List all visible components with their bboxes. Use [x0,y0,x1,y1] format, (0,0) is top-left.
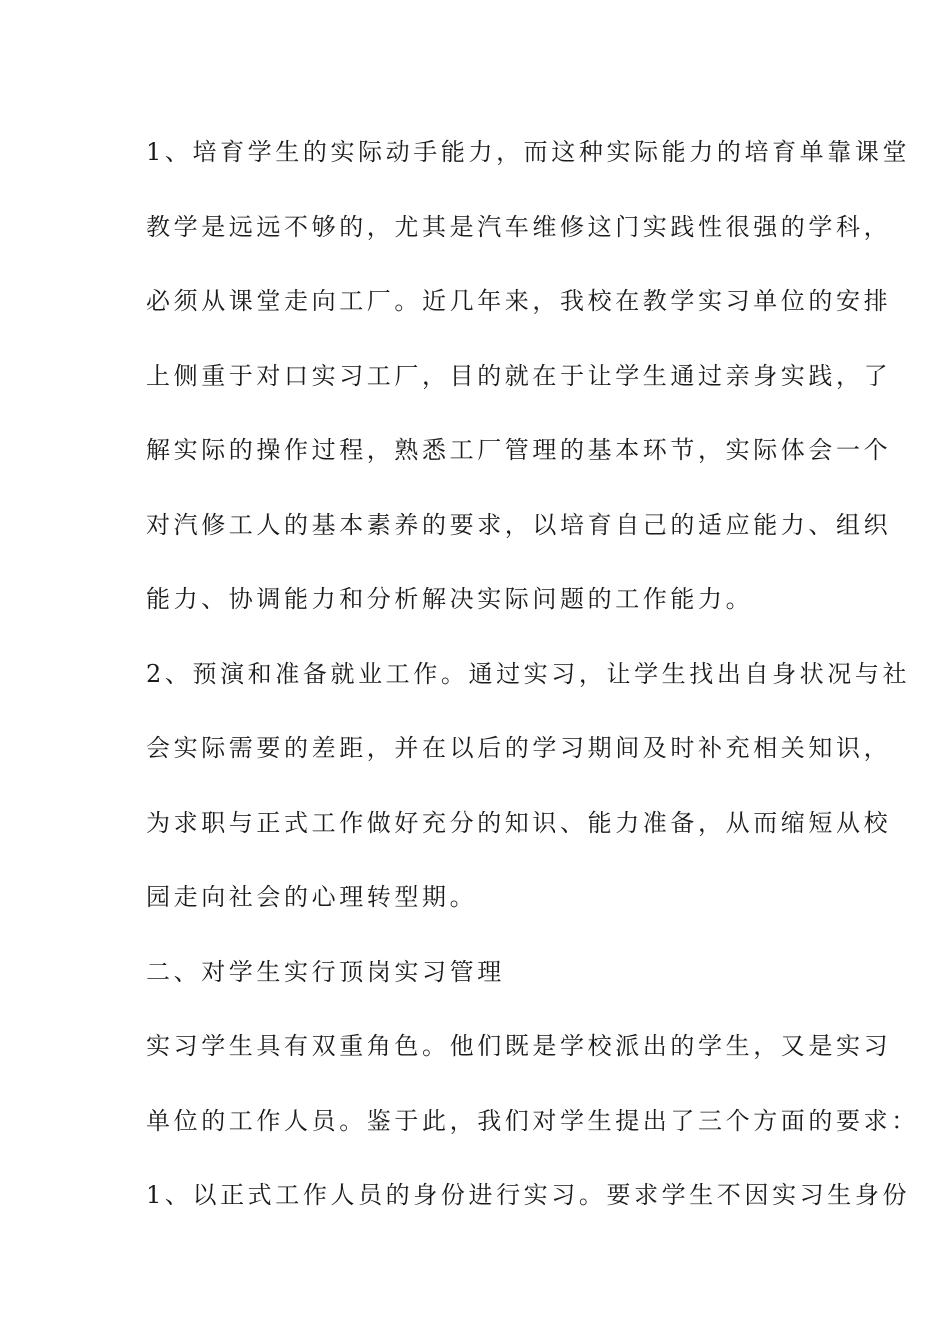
paragraph-3-line-2: 单位的工作人员。鉴于此，我们对学生提出了三个方面的要求： [146,1106,919,1135]
paragraph-3-line-1: 实习学生具有双重角色。他们既是学校派出的学生，又是实习 [146,1032,892,1060]
paragraph-2-line-3: 为求职与正式工作做好充分的知识、能力准备，从而缩短从校 [146,808,892,837]
paragraph-1-line-3: 必须从课堂走向工厂。近几年来，我校在教学实习单位的安排 [146,287,892,315]
section-heading: 二、对学生实行顶岗实习管理 [146,957,505,986]
paragraph-2-line-4: 园走向社会的心理转型期。 [146,883,478,911]
paragraph-1-line-6: 对汽修工人的基本素养的要求，以培育自己的适应能力、组织 [146,510,892,539]
paragraph-1-line-5: 解实际的操作过程，熟悉工厂管理的基本环节，实际体会一个 [146,436,892,464]
paragraph-4-line-1: 1、以正式工作人员的身份进行实习。要求学生不因实习生身份 [146,1181,911,1209]
paragraph-1-line-4: 上侧重于对口实习工厂，目的就在于让学生通过亲身实践，了 [146,361,892,390]
document-body [146,128,919,1246]
paragraph-1-line-7: 能力、协调能力和分析解决实际问题的工作能力。 [146,585,754,613]
paragraph-2-line-2: 会实际需要的差距，并在以后的学习期间及时补充相关知识， [146,734,892,762]
paragraph-2-line-1: 2、预演和准备就业工作。通过实习，让学生找出自身状况与社 [146,659,911,688]
paragraph-1-line-1: 1、培育学生的实际动手能力，而这种实际能力的培育单靠课堂 [146,138,911,166]
paragraph-1-line-2: 教学是远远不够的，尤其是汽车维修这门实践性很强的学科， [146,212,892,241]
